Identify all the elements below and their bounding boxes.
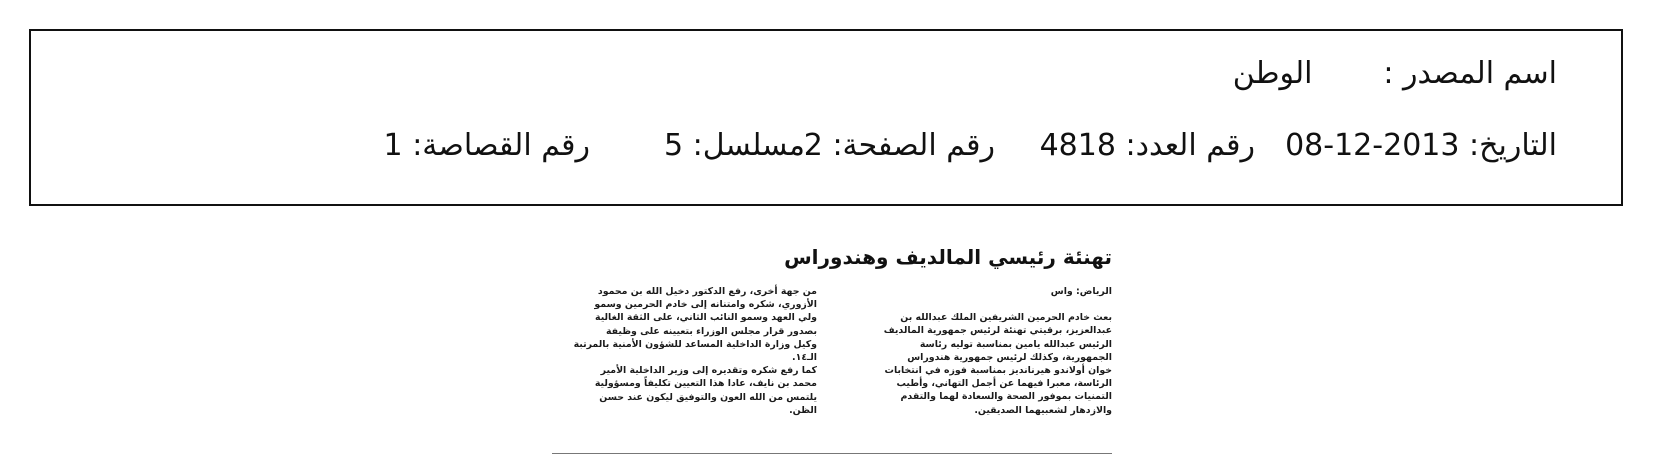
page-field: [803, 128, 995, 163]
article-left-column: [552, 285, 817, 417]
metadata-box: [29, 29, 1623, 206]
issue-value: 4818: [1039, 128, 1116, 163]
date-field: [1255, 128, 1557, 163]
date-label: التاريخ:: [1469, 128, 1557, 163]
issue-label: رقم العدد:: [1125, 128, 1255, 163]
date-value: 2013-12-08: [1285, 128, 1460, 163]
serial-value: 5: [664, 128, 684, 163]
article-headline: تهنئة رئيسي المالديف وهندوراس: [784, 245, 1112, 269]
article-right-column: [847, 285, 1112, 417]
clip-number-label: رقم القصاصة:: [412, 128, 590, 163]
page-label: رقم الصفحة:: [832, 128, 995, 163]
article-dateline: الرياض: واس: [1050, 286, 1112, 297]
clipping-bottom-rule: [552, 453, 1112, 454]
newspaper-clipping: [552, 247, 1112, 455]
issue-field: [995, 128, 1255, 163]
clip-number-field: [350, 128, 590, 163]
source-label: اسم المصدر :: [1383, 56, 1557, 91]
source-value: الوطن: [1232, 56, 1313, 91]
article-paragraph: من جهة أخرى، رفع الدكتور دخيل الله بن محمود الأزوري، شكره وامتنانه إلى خادم الحرمين وسمو ولي العهد وسمو النائب الثاني، على الثقة الغالية بصدور قرار مجلس الوزراء بتعيينه على وظيفة وكيل وزارة الداخلية المساعد للشؤون الأمنية بالمرتبة الـ١٤.: [573, 286, 817, 364]
page-value: 2: [803, 128, 823, 163]
serial-field: [590, 128, 805, 163]
serial-label: مسلسل:: [692, 128, 805, 163]
article-paragraph: كما رفع شكره وتقديره إلى وزير الداخلية الأمير محمد بن نايف، عادا هذا التعيين تكليفاً ومسؤولية يلتمس من الله العون والتوفيق ليكون عند حسن الظن.: [594, 365, 817, 416]
source-line: [1232, 56, 1557, 91]
clip-number-value: 1: [383, 128, 403, 163]
details-line: [350, 128, 1557, 163]
article-paragraph: بعث خادم الحرمين الشريفين الملك عبدالله بن عبدالعزيز، برقيتي تهنئة لرئيس جمهورية المالديف الرئيس عبدالله يامين بمناسبة توليه رئاسة الجمهورية، وكذلك لرئيس جمهورية هندوراس خوان أولاندو هيرنانديز بمناسبة فوزه في انتخابات الرئاسة، معبرا فيهما عن أجمل التهاني، وأطيب التمنيات بموفور الصحة والسعادة لهما والتقدم والازدهار لشعبيهما الصديقين.: [883, 312, 1112, 416]
